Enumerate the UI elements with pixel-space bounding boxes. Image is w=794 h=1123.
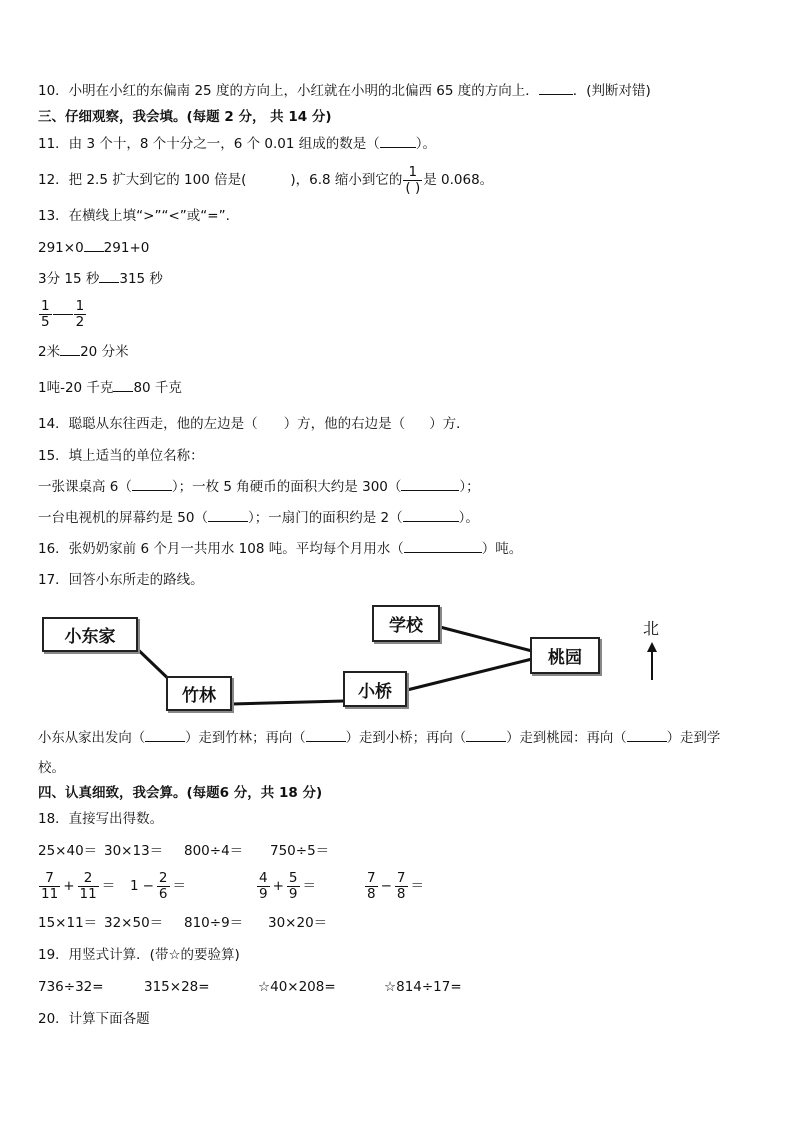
- answer-blank[interactable]: [404, 540, 482, 553]
- compare-row: 3分 15 秒 315 秒: [38, 271, 163, 287]
- compare-blank[interactable]: [60, 343, 80, 356]
- compare-row: 1吨-20 千克 80 千克: [38, 380, 182, 396]
- answer-blank[interactable]: [466, 729, 506, 742]
- calc-item: 810÷9＝: [184, 915, 244, 931]
- answer-blank[interactable]: [539, 82, 573, 95]
- north-arrow-icon: [647, 642, 657, 652]
- question-19-title: 19．用竖式计算．(带☆的要验算): [38, 947, 240, 963]
- place-bridge: 小桥: [343, 671, 407, 707]
- question-17-wrap: 校。: [38, 760, 65, 776]
- compare-blank[interactable]: [84, 239, 104, 252]
- question-10: 10．小明在小红的东偏南 25 度的方向上，小红就在小明的北偏西 65 度的方向上． ．(判断对错): [38, 83, 651, 99]
- calc-item: 315×28=: [144, 979, 210, 995]
- answer-blank[interactable]: [380, 135, 416, 148]
- route-line-bridge-peach: [407, 659, 532, 690]
- route-line-home-bamboo: [130, 642, 178, 688]
- north-label: 北: [643, 619, 660, 638]
- question-12: 12．把 2.5 扩大到它的 100 倍是( )，6.8 缩小到它的 $\frac{1}{( )}$ 是 0.068。: [38, 163, 494, 196]
- calc-item: 736÷32=: [38, 979, 104, 995]
- calc-item: 32×50＝: [104, 915, 164, 931]
- place-school: 学校: [372, 605, 440, 642]
- answer-blank[interactable]: [145, 729, 185, 742]
- section-4-heading: 四、认真细致，我会算。(每题6 分，共 18 分): [38, 785, 323, 801]
- fraction: $\frac{1}{2}$: [75, 297, 85, 330]
- question-11: 11．由 3 个十，8 个十分之一，6 个 0.01 组成的数是（ ）。: [38, 136, 437, 152]
- calc-item: 30×20＝: [268, 915, 328, 931]
- calc-item: 30×13＝: [104, 843, 164, 859]
- answer-blank[interactable]: [306, 729, 346, 742]
- question-13-title: 13．在横线上填“>”“<”或“=”.: [38, 208, 230, 224]
- route-line-bamboo-bridge: [232, 701, 344, 704]
- calc-item: 800÷4＝: [184, 843, 244, 859]
- calc-item: ☆40×208=: [258, 979, 336, 995]
- compare-blank[interactable]: [99, 270, 119, 283]
- question-15-line-2: 一台电视机的屏幕约是 50（ ）；一扇门的面积约是 2（ ）。: [38, 510, 479, 526]
- question-17-title: 17．回答小东所走的路线。: [38, 572, 204, 588]
- calc-item: 15×11＝: [38, 915, 98, 931]
- section-3-heading: 三、仔细观察，我会填。(每题 2 分， 共 14 分): [38, 109, 332, 125]
- question-14: 14．聪聪从东往西走，他的左边是（ ）方，他的右边是（ ）方．: [38, 416, 470, 432]
- compare-blank[interactable]: [53, 314, 73, 315]
- place-home: 小东家: [42, 617, 138, 652]
- calc-item: 25×40＝: [38, 843, 98, 859]
- answer-blank[interactable]: [132, 478, 172, 491]
- question-18-title: 18．直接写出得数。: [38, 811, 164, 827]
- compare-row: 2米 20 分米: [38, 344, 129, 360]
- answer-blank[interactable]: [627, 729, 667, 742]
- calc-item: 750÷5＝: [270, 843, 330, 859]
- answer-blank[interactable]: [403, 509, 459, 522]
- calc-item: 1 − $\frac{2}{6}$ ＝: [130, 869, 186, 902]
- question-20-title: 20．计算下面各题: [38, 1011, 150, 1027]
- place-peach: 桃园: [530, 637, 600, 674]
- calc-row-2: [38, 866, 438, 906]
- question-17-route-line: 小东从家出发向（ ）走到竹林；再向（ ）走到小桥；再向（ ）走到桃园：再向（ ）走到学: [38, 731, 721, 746]
- place-bamboo: 竹林: [166, 676, 232, 711]
- compare-row: 291×0 291+0: [38, 240, 150, 256]
- calc-item: $\frac{7}{8}$ − $\frac{7}{8}$ ＝: [367, 869, 424, 902]
- question-15-title: 15．填上适当的单位名称：: [38, 448, 204, 464]
- answer-blank[interactable]: [208, 509, 248, 522]
- compare-blank[interactable]: [113, 379, 133, 392]
- fraction: $\frac{1}{( )}$: [405, 163, 421, 196]
- question-16: 16．张奶奶家前 6 个月一共用水 108 吨。平均每个月用水（ ）吨。: [38, 541, 523, 557]
- compare-row: [38, 296, 87, 332]
- calc-item: ☆814÷17=: [384, 979, 462, 995]
- answer-blank[interactable]: [401, 478, 459, 491]
- calc-item: $\frac{7}{11}$ + $\frac{2}{11}$ ＝: [41, 869, 116, 902]
- fraction: $\frac{1}{5}$: [41, 297, 50, 330]
- calc-item: $\frac{4}{9}$ + $\frac{5}{9}$ ＝: [259, 869, 316, 902]
- question-15-line-1: 一张课桌高 6（ ）；一枚 5 角硬币的面积大约是 300（ ）；: [38, 479, 480, 495]
- route-line-school-peach: [440, 627, 532, 651]
